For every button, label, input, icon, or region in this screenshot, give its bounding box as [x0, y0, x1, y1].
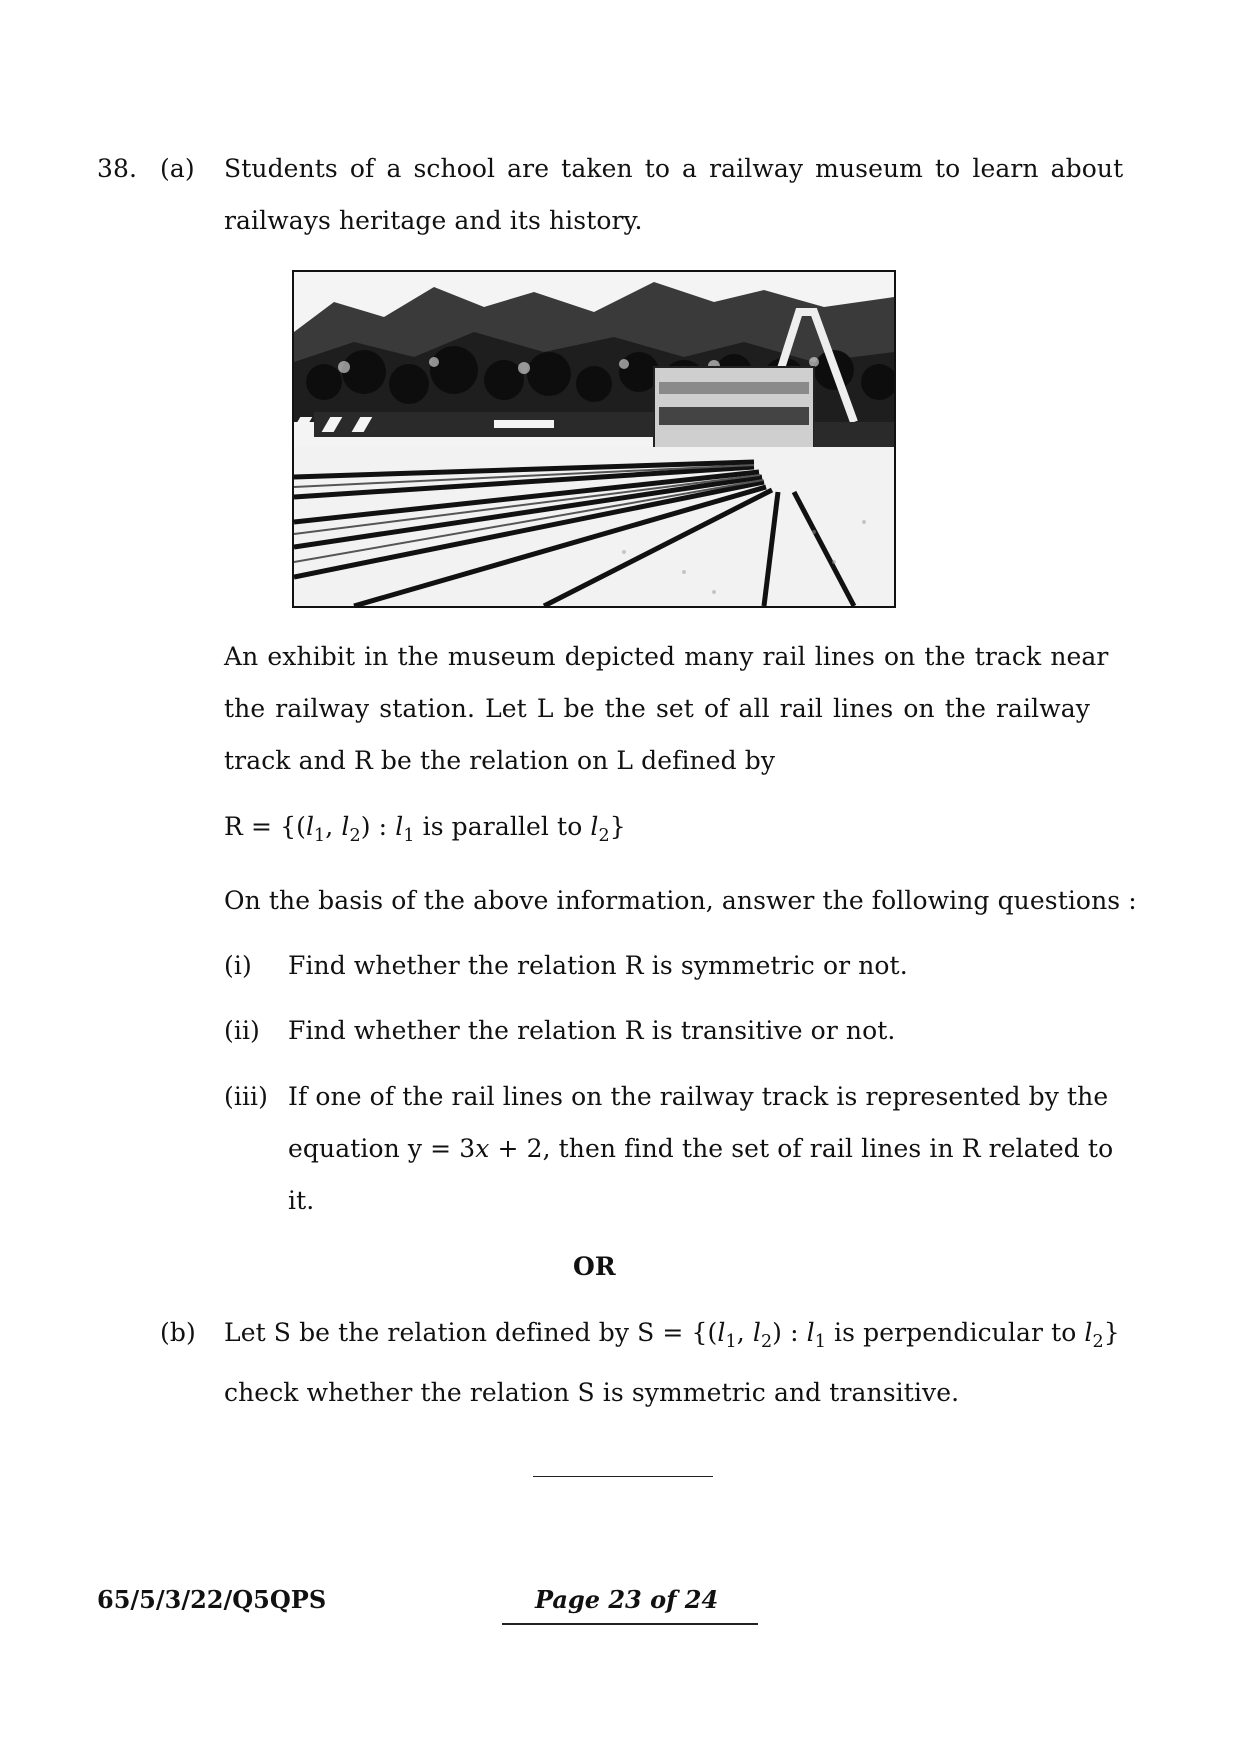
subq-ii-label: (ii) — [224, 1016, 260, 1045]
or-separator: OR — [573, 1252, 616, 1281]
subq-i-label: (i) — [224, 951, 252, 980]
footer-page-number: Page 23 of 24 — [535, 1585, 719, 1614]
subq-i-text: Find whether the relation R is symmetric or not. — [288, 951, 908, 980]
footer-page-underline — [502, 1623, 758, 1625]
railway-photo-icon — [294, 272, 894, 606]
part-b-label: (b) — [160, 1318, 196, 1347]
end-rule — [533, 1476, 713, 1477]
subq-iii-label: (iii) — [224, 1082, 268, 1111]
railway-museum-photo — [292, 270, 896, 608]
subq-ii-text: Find whether the relation R is transitive or not. — [288, 1016, 896, 1045]
intro-line-1: Students of a school are taken to a railway museum to learn about — [224, 154, 1124, 183]
subq-iii-line-2: equation y = 3x + 2, then find the set of rail lines in R related to — [288, 1134, 1114, 1163]
questions-prompt: On the basis of the above information, answer the following questions : — [224, 886, 1137, 915]
part-a-label: (a) — [160, 154, 195, 183]
para-line-1: An exhibit in the museum depicted many rail lines on the track near — [224, 642, 1109, 671]
subq-iii-line-3: it. — [288, 1186, 315, 1215]
part-b-line-2: check whether the relation S is symmetric and transitive. — [224, 1378, 960, 1407]
relation-r: $R = \{(l_1$, $l_2$) : $l_1$ is parallel to $l_2$} — [224, 812, 626, 847]
para-line-3: track and R be the relation on L defined by — [224, 746, 776, 775]
para-line-2: the railway station. Let L be the set of all rail lines on the railway — [224, 694, 1090, 723]
part-b-line-1: Let S be the relation defined by $S = \{(l_1$, $l_2$) : $l_1$ is perpendicular to $l_2$} — [224, 1318, 1120, 1353]
subq-iii-line-1: If one of the rail lines on the railway track is represented by the — [288, 1082, 1109, 1111]
intro-line-2: railways heritage and its history. — [224, 206, 643, 235]
footer-code: 65/5/3/22/Q5QPS — [97, 1585, 327, 1614]
question-number: 38. — [97, 154, 138, 183]
